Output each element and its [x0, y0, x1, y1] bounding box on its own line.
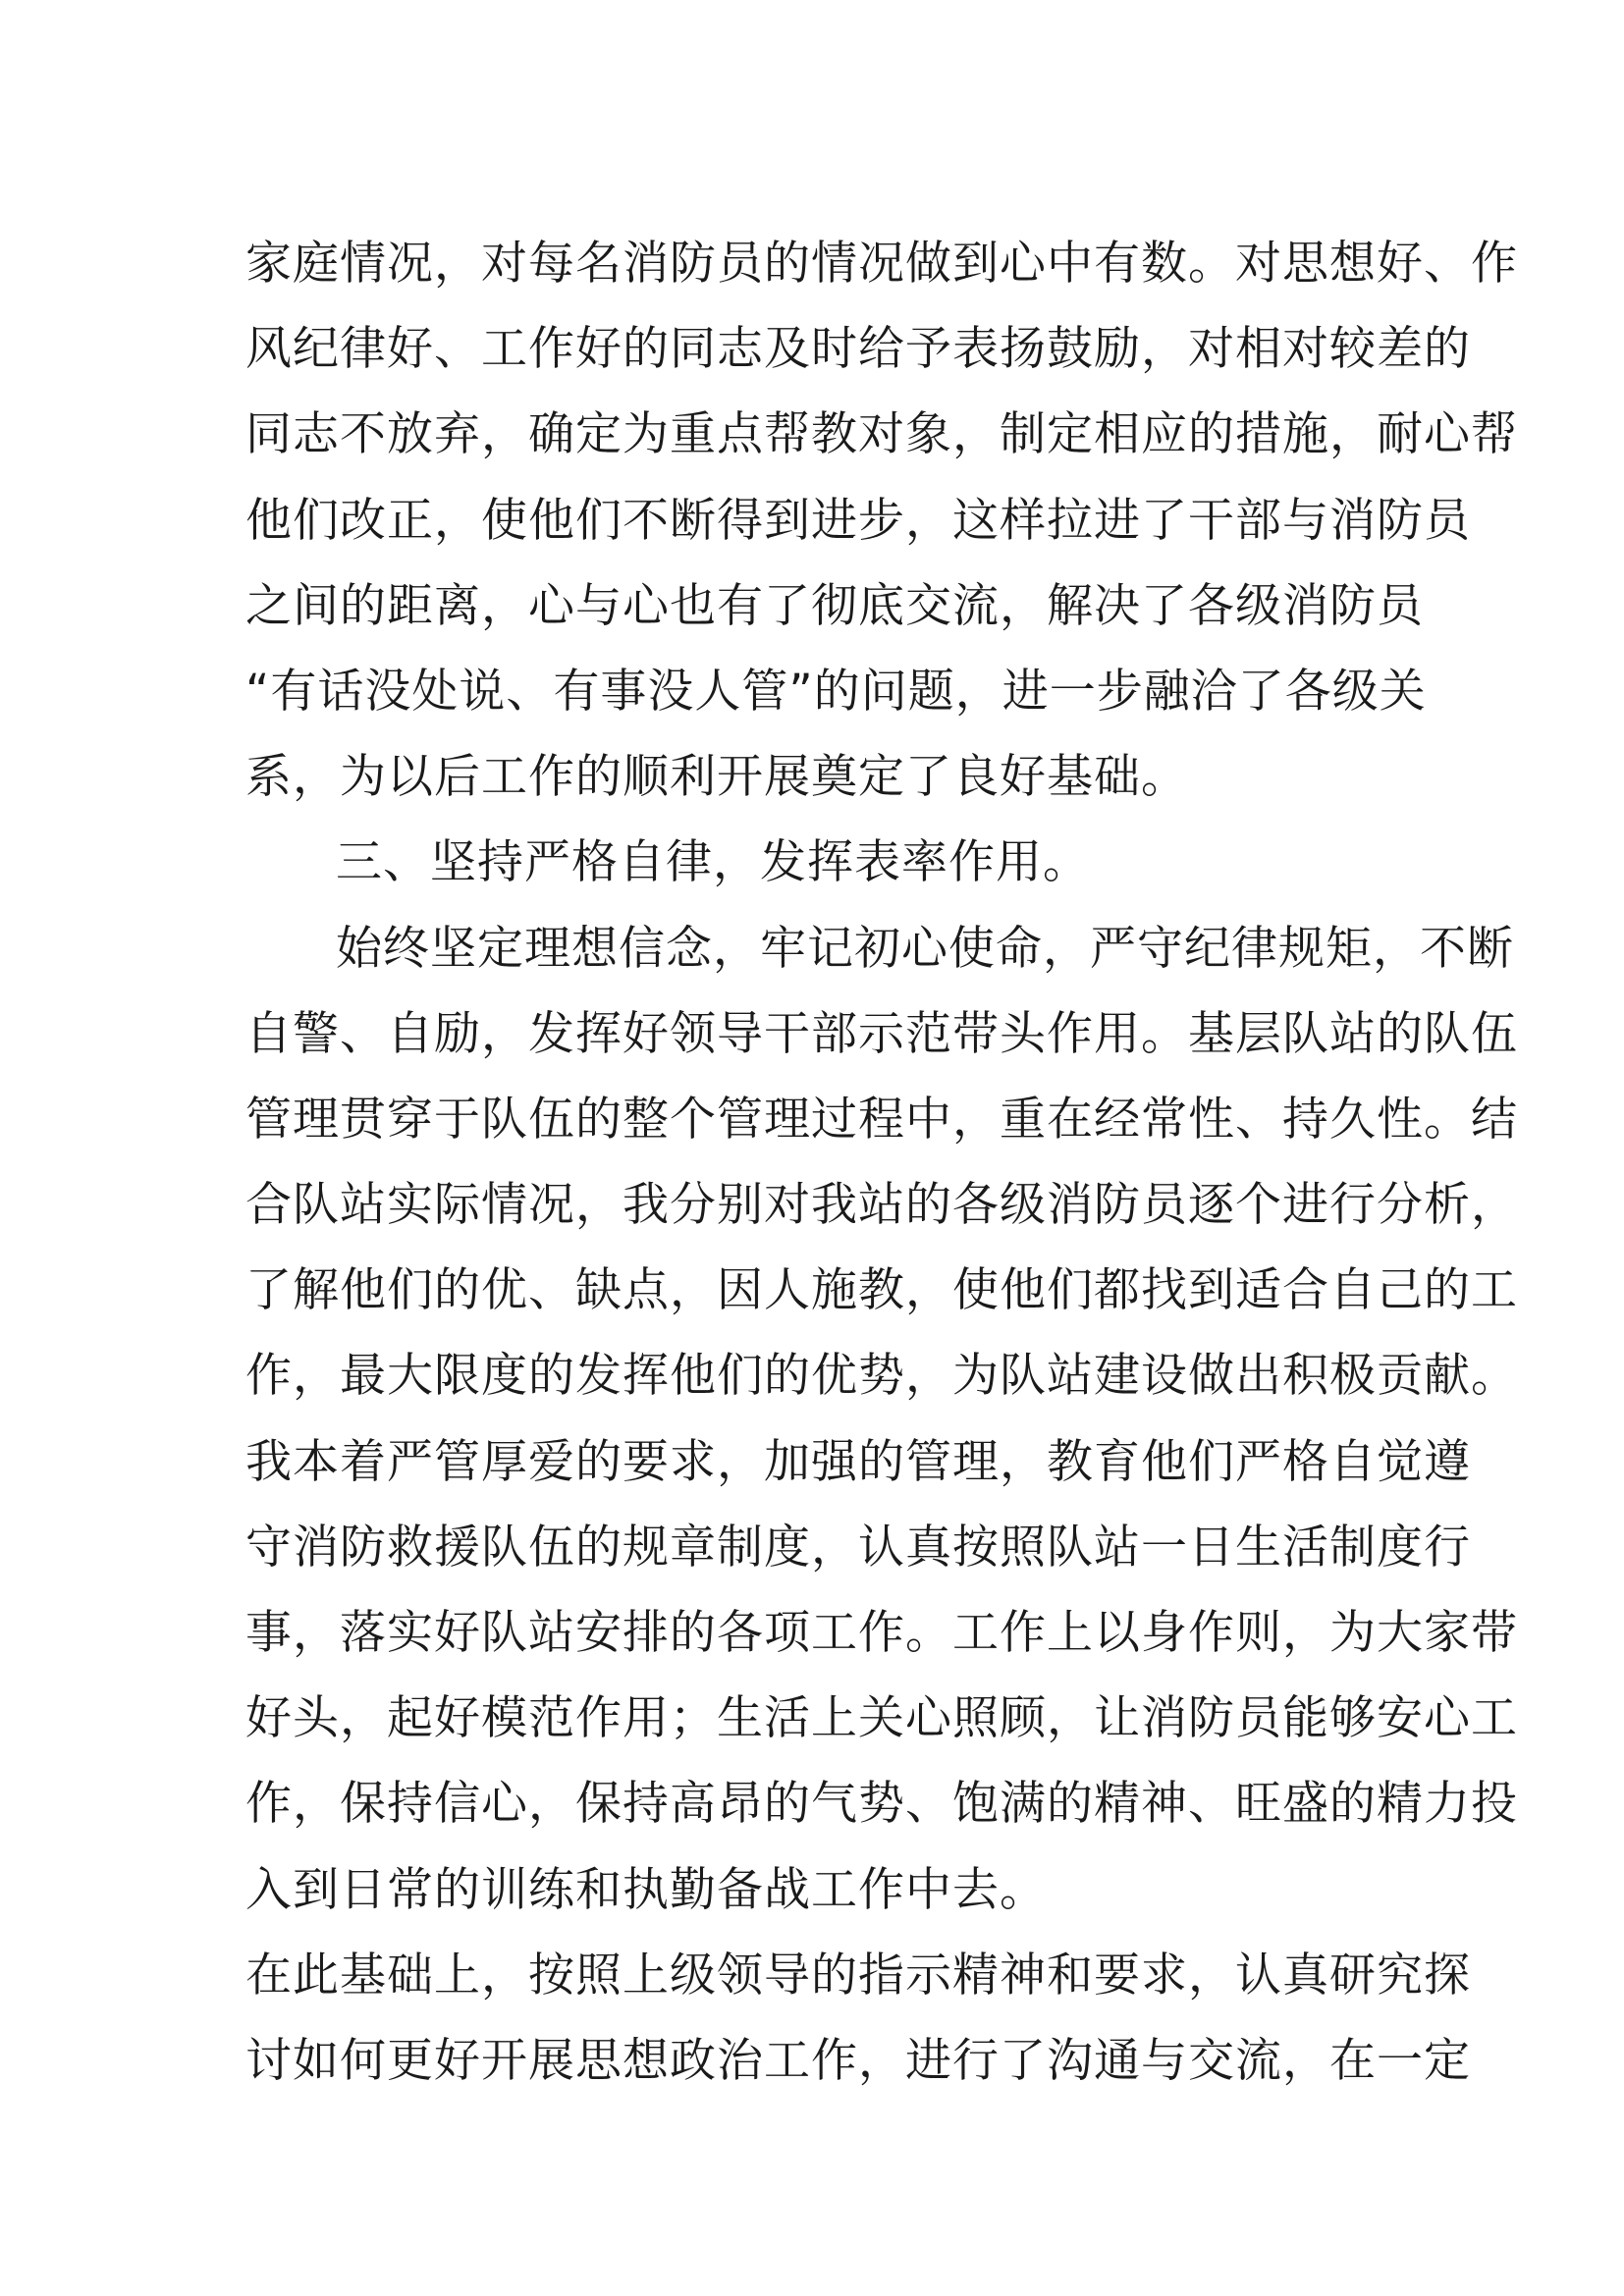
- text-line: 同志不放弃，确定为重点帮教对象，制定相应的措施，耐心帮: [245, 407, 1518, 462]
- text-line: 我本着严管厚爱的要求，加强的管理，教育他们严格自觉遵: [245, 1434, 1471, 1489]
- text-line: 自警、自励，发挥好领导干部示范带头作用。基层队站的队伍: [245, 1006, 1518, 1061]
- body-text: [245, 221, 1518, 2104]
- text-line: 系，为以后工作的顺利开展奠定了良好基础。: [245, 750, 1188, 805]
- text-line: 事，落实好队站安排的各项工作。工作上以身作则，为大家带: [245, 1606, 1518, 1660]
- text-line: 入到日常的训练和执勤备战工作中去。: [245, 1862, 1047, 1917]
- text-line: 讨如何更好开展思想政治工作，进行了沟通与交流，在一定: [245, 2033, 1471, 2088]
- paragraph-start-line: 始终坚定理想信念，牢记初心使命，严守纪律规矩，不断: [336, 921, 1514, 976]
- text-line: “有话没处说、有事没人管”的问题，进一步融洽了各级关: [245, 664, 1427, 719]
- text-line: 好头，起好模范作用；生活上关心照顾，让消防员能够安心工: [245, 1691, 1518, 1746]
- text-line: 管理贯穿于队伍的整个管理过程中，重在经常性、持久性。结: [245, 1092, 1518, 1147]
- text-line: 守消防救援队伍的规章制度，认真按照队站一日生活制度行: [245, 1520, 1471, 1575]
- text-line: 合队站实际情况，我分别对我站的各级消防员逐个进行分析，: [245, 1178, 1518, 1233]
- text-line: 之间的距离，心与心也有了彻底交流，解决了各级消防员: [245, 578, 1424, 633]
- text-line: 风纪律好、工作好的同志及时给予表扬鼓励，对相对较差的: [245, 322, 1471, 377]
- text-line: 了解他们的优、缺点，因人施教，使他们都找到适合自己的工: [245, 1263, 1518, 1318]
- text-line: 在此基础上，按照上级领导的指示精神和要求，认真研究探: [245, 1948, 1471, 2002]
- text-line: 他们改正，使他们不断得到进步，这样拉进了干部与消防员: [245, 493, 1471, 548]
- text-line: 作，最大限度的发挥他们的优势，为队站建设做出积极贡献。: [245, 1349, 1518, 1404]
- section-heading: 三、坚持严格自律，发挥表率作用。: [336, 835, 1090, 890]
- text-line: 家庭情况，对每名消防员的情况做到心中有数。对思想好、作: [245, 237, 1518, 291]
- text-line: 作，保持信心，保持高昂的气势、饱满的精神、旺盛的精力投: [245, 1777, 1518, 1832]
